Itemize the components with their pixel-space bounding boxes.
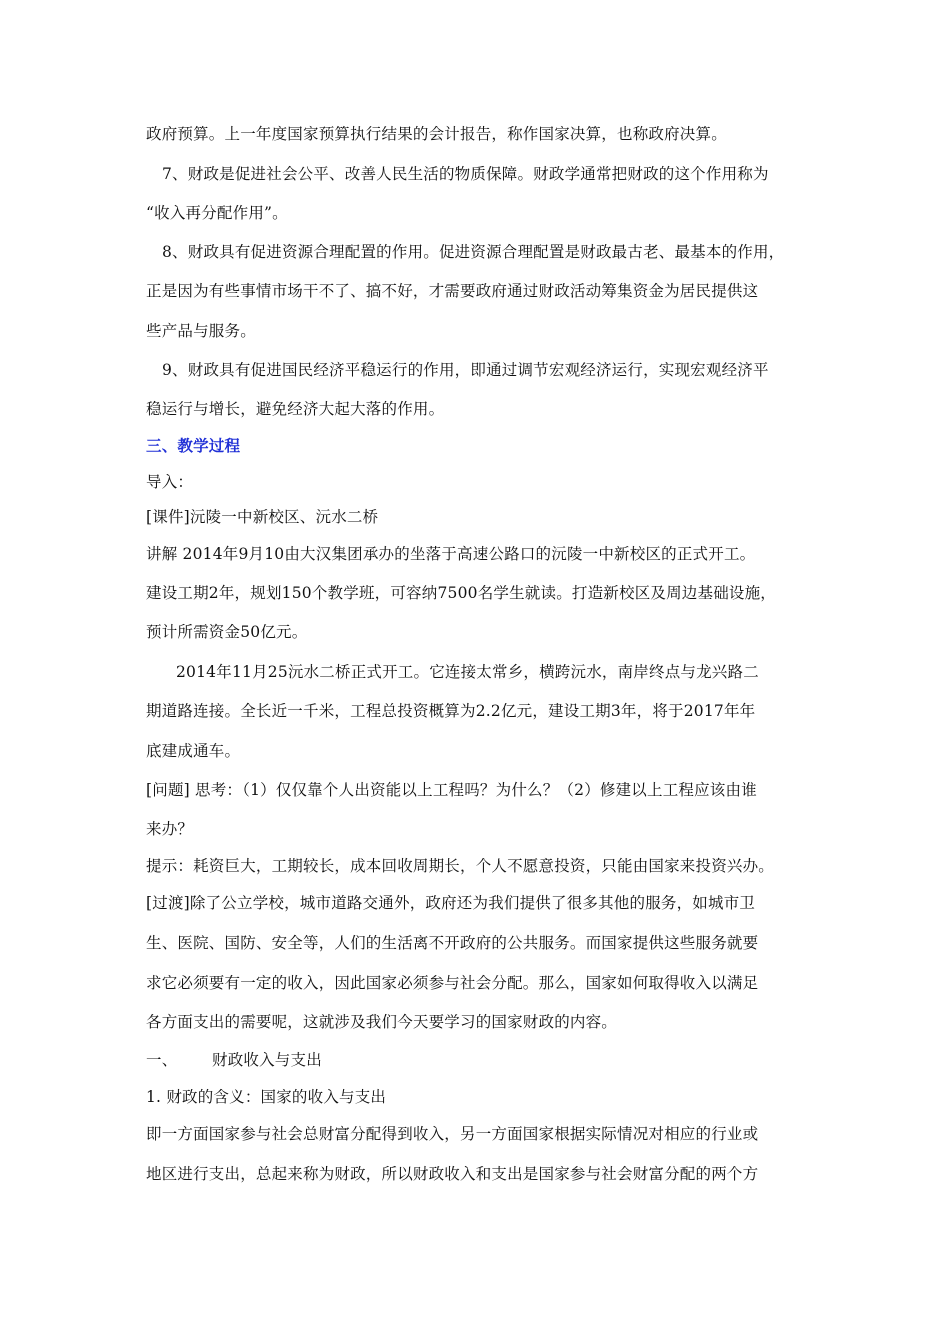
- paragraph-line: 地区进行支出，总起来称为财政，所以财政收入和支出是国家参与社会财富分配的两个方: [146, 1165, 759, 1183]
- paragraph-line: 生、医院、国防、安全等，人们的生活离不开政府的公共服务。而国家提供这些服务就要: [146, 934, 759, 952]
- paragraph-line: 各方面支出的需要呢，这就涉及我们今天要学习的国家财政的内容。: [146, 1013, 618, 1031]
- paragraph-line: “收入再分配作用”。: [146, 204, 288, 222]
- subsection-title: 财政收入与支出: [212, 1051, 322, 1069]
- paragraph-line: 讲解 2014年9月10由大汉集团承办的坐落于高速公路口的沅陵一中新校区的正式开工。: [146, 545, 756, 563]
- paragraph-line: 7、财政是促进社会公平、改善人民生活的物质保障。财政学通常把财政的这个作用称为: [162, 165, 769, 183]
- paragraph-line: 建设工期2年，规划150个教学班，可容纳7500名学生就读。打造新校区及周边基础设施，: [146, 584, 776, 602]
- paragraph-line: 9、财政具有促进国民经济平稳运行的作用，即通过调节宏观经济运行，实现宏观经济平: [162, 361, 769, 379]
- paragraph-line: 2014年11月25沅水二桥正式开工。它连接太常乡，横跨沅水，南岸终点与龙兴路二: [176, 663, 759, 681]
- section-heading: 三、教学过程: [146, 437, 241, 455]
- paragraph-line: 来办？: [146, 820, 194, 838]
- subsection-heading: [146, 1049, 826, 1071]
- paragraph-line: 导入：: [146, 473, 194, 491]
- subsection-number: 一、: [146, 1051, 178, 1069]
- paragraph-line: 1. 财政的含义：国家的收入与支出: [146, 1088, 387, 1106]
- paragraph-line: 稳运行与增长，避免经济大起大落的作用。: [146, 400, 445, 418]
- paragraph-line: 求它必须要有一定的收入，因此国家必须参与社会分配。那么，国家如何取得收入以满足: [146, 974, 759, 992]
- paragraph-line: 底建成通车。: [146, 742, 241, 760]
- paragraph-line: [过渡]除了公立学校，城市道路交通外，政府还为我们提供了很多其他的服务，如城市卫: [146, 894, 756, 912]
- paragraph-line: 正是因为有些事情市场干不了、搞不好，才需要政府通过财政活动筹集资金为居民提供这: [146, 282, 759, 300]
- paragraph-line: 8、财政具有促进资源合理配置的作用。促进资源合理配置是财政最古老、最基本的作用，: [162, 243, 785, 261]
- paragraph-line: [问题] 思考：（1）仅仅靠个人出资能以上工程吗？为什么？（2）修建以上工程应该由谁: [146, 781, 757, 799]
- paragraph-line: 政府预算。上一年度国家预算执行结果的会计报告，称作国家决算，也称政府决算。: [146, 125, 727, 143]
- paragraph-line: [课件]沅陵一中新校区、沅水二桥: [146, 508, 379, 526]
- paragraph-line: 期道路连接。全长近一千米，工程总投资概算为2.2亿元，建设工期3年，将于2017年年: [146, 702, 756, 720]
- paragraph-line: 即一方面国家参与社会总财富分配得到收入，另一方面国家根据实际情况对相应的行业或: [146, 1125, 759, 1143]
- paragraph-line: 提示：耗资巨大，工期较长，成本回收周期长，个人不愿意投资，只能由国家来投资兴办。: [146, 857, 775, 875]
- paragraph-line: 些产品与服务。: [146, 322, 256, 340]
- paragraph-line: 预计所需资金50亿元。: [146, 623, 308, 641]
